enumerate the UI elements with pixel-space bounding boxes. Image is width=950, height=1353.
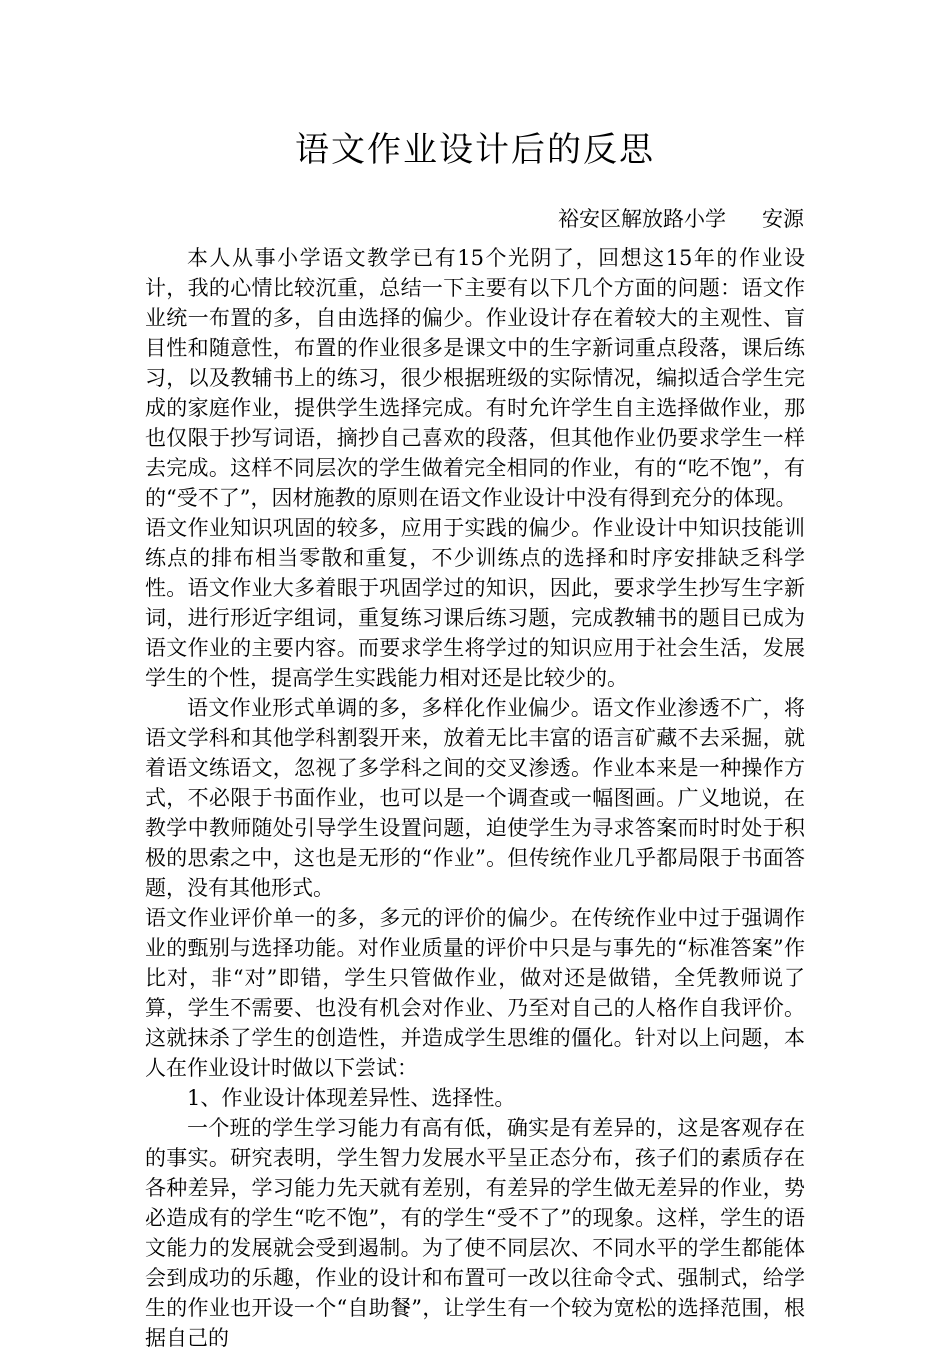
paragraph: 语文作业评价单一的多，多元的评价的偏少。在传统作业中过于强调作业的甄别与选择功能。对作业质量的评价中只是与事先的“标准答案”作比对，非“对”即错，学生只管做作业，做对还是做错，全凭教师说了算，学生不需要、也没有机会对作业、乃至对自己的人格作自我评价。这就抹杀了学生的创造性，并造成学生思维的僵化。针对以上问题，本人在作业设计时做以下尝试： [145, 906, 805, 1080]
paragraph: 语文作业形式单调的多，多样化作业偏少。语文作业渗透不广，将语文学科和其他学科割裂开来，放着无比丰富的语言矿藏不去采掘，就着语文练语文，忽视了多学科之间的交叉渗透。作业本来是一种操作方式，不必限于书面作业，也可以是一个调查或一幅图画。广义地说，在教学中教师随处引导学生设置问题，迫使学生为寻求答案而时时处于积极的思索之中，这也是无形的“作业”。但传统作业几乎都局限于书面答题，没有其他形式。 [145, 696, 805, 900]
section-heading: 1、作业设计体现差异性、选择性。 [187, 1086, 516, 1110]
document-body [145, 243, 805, 1353]
byline [558, 204, 804, 234]
paragraph: 本人从事小学语文教学已有15个光阴了，回想这15年的作业设计，我的心情比较沉重，总结一下主要有以下几个方面的问题：语文作业统一布置的多，自由选择的偏少。作业设计存在着较大的主观性、盲目性和随意性，布置的作业很多是课文中的生字新词重点段落，课后练习，以及教辅书上的练习，很少根据班级的实际情况，编拟适合学生完成的家庭作业，提供学生选择完成。有时允许学生自主选择做作业，那也仅限于抄写词语，摘抄自己喜欢的段落，但其他作业仍要求学生一样去完成。这样不同层次的学生做着完全相同的作业，有的“吃不饱”，有的“受不了”，因材施教的原则在语文作业设计中没有得到充分的体现。 [145, 246, 805, 510]
paragraph: 语文作业知识巩固的较多，应用于实践的偏少。作业设计中知识技能训练点的排布相当零散和重复，不少训练点的选择和时序安排缺乏科学性。语文作业大多着眼于巩固学过的知识，因此，要求学生抄写生字新词，进行形近字组词，重复练习课后练习题，完成教辅书的题目已成为语文作业的主要内容。而要求学生将学过的知识应用于社会生活，发展学生的个性，提高学生实践能力相对还是比较少的。 [145, 516, 805, 690]
school-name: 裕安区解放路小学 [558, 207, 726, 231]
document-title: 语文作业设计后的反思 [295, 130, 655, 170]
paragraph: 一个班的学生学习能力有高有低，确实是有差异的，这是客观存在的事实。研究表明，学生智力发展水平呈正态分布，孩子们的素质存在各种差异，学习能力先天就有差别，有差异的学生做无差异的作业，势必造成有的学生“吃不饱”，有的学生“受不了”的现象。这样，学生的语文能力的发展就会受到遏制。为了使不同层次、不同水平的学生都能体会到成功的乐趣，作业的设计和布置可一改以往命令式、强制式，给学生的作业也开设一个“自助餐”，让学生有一个较为宽松的选择范围，根据自己的 [145, 1116, 805, 1350]
author-name: 安源 [762, 207, 804, 231]
